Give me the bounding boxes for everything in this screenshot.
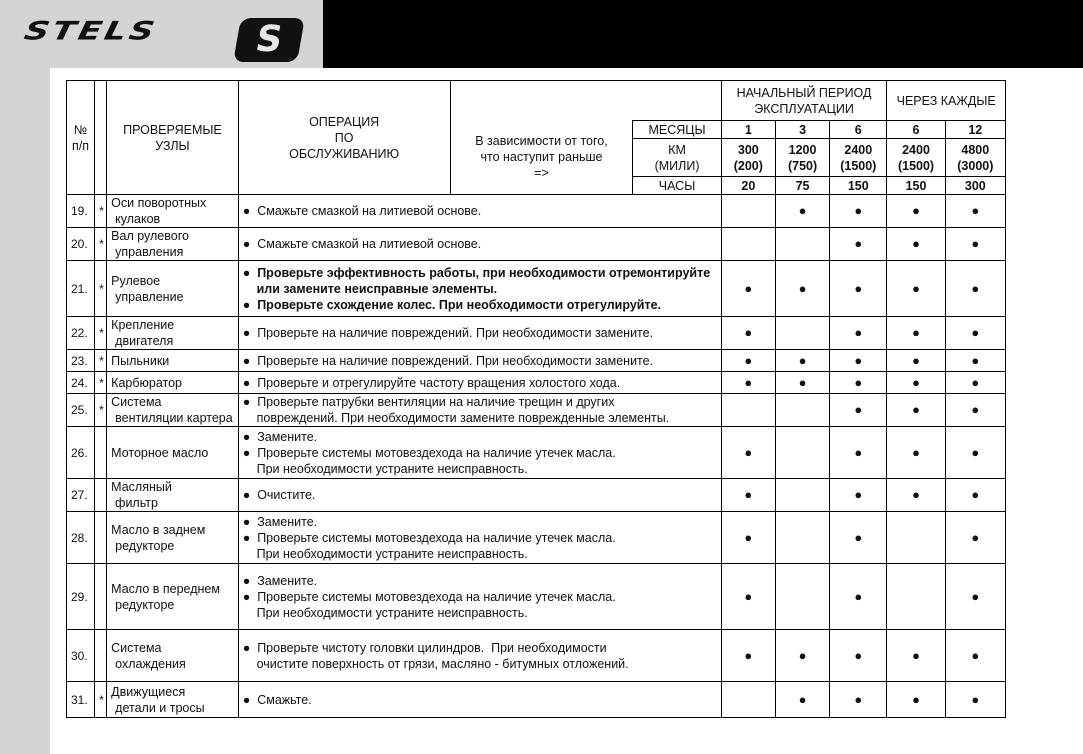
row-star-mark: * — [95, 228, 107, 261]
header-node: ПРОВЕРЯЕМЫЕ УЗЛЫ — [107, 81, 239, 195]
schedule-mark — [721, 394, 775, 427]
node-line: редукторе — [115, 538, 175, 553]
schedule-mark: ● — [830, 195, 887, 228]
row-star-mark: * — [95, 394, 107, 427]
header-every: ЧЕРЕЗ КАЖДЫЕ — [887, 81, 1006, 121]
operation-line: ● Проверьте схождение колес. При необходимости отрегулируйте. — [242, 297, 662, 312]
row-node — [107, 228, 239, 261]
table-row — [67, 512, 1006, 564]
schedule-mark: ● — [945, 350, 1005, 372]
node-line: управления — [115, 245, 184, 259]
schedule-mark: ● — [830, 228, 887, 261]
header-initial-period: НАЧАЛЬНЫЙ ПЕРИОД ЭКСПЛУАТАЦИИ — [721, 81, 887, 121]
schedule-mark — [775, 228, 829, 261]
hours-val: 150 — [887, 177, 945, 195]
schedule-mark: ● — [721, 564, 775, 630]
km-val: 2400 (1500) — [887, 139, 945, 177]
row-node — [107, 394, 239, 427]
row-operation — [238, 394, 721, 427]
schedule-mark: ● — [945, 682, 1005, 718]
node-line: Пыльники — [111, 353, 170, 368]
row-number: 28. — [67, 512, 95, 564]
schedule-mark: ● — [775, 261, 829, 317]
schedule-mark: ● — [945, 427, 1005, 479]
schedule-mark: ● — [721, 512, 775, 564]
row-node — [107, 512, 239, 564]
row-node — [107, 479, 239, 512]
schedule-mark: ● — [830, 564, 887, 630]
schedule-mark: ● — [830, 372, 887, 394]
row-star-mark — [95, 630, 107, 682]
operation-line: ● Проверьте патрубки вентиляции на наличие трещин и других — [242, 395, 615, 409]
operation-line: При необходимости устраните неисправность. — [242, 546, 528, 561]
table-row — [67, 479, 1006, 512]
header-star-spacer — [95, 81, 107, 195]
km-val: 1200 (750) — [775, 139, 829, 177]
row-operation — [238, 317, 721, 350]
table-row — [67, 682, 1006, 718]
table-row — [67, 427, 1006, 479]
schedule-mark: ● — [830, 261, 887, 317]
operation-line: ● Проверьте на наличие повреждений. При необходимости замените. — [242, 353, 654, 368]
table-row — [67, 228, 1006, 261]
row-star-mark — [95, 512, 107, 564]
table-row — [67, 317, 1006, 350]
operation-line: ● Очистите. — [242, 488, 316, 502]
table-row — [67, 394, 1006, 427]
schedule-mark: ● — [945, 228, 1005, 261]
operation-line: ● Проверьте и отрегулируйте частоту вращения холостого хода. — [242, 375, 621, 390]
schedule-mark: ● — [887, 228, 945, 261]
schedule-mark: ● — [721, 372, 775, 394]
table-row — [67, 372, 1006, 394]
schedule-mark: ● — [830, 512, 887, 564]
header-operation: ОПЕРАЦИЯ ПО ОБСЛУЖИВАНИЮ — [238, 81, 450, 195]
row-operation — [238, 261, 721, 317]
node-line: Масло в переднем — [111, 581, 220, 596]
table-row — [67, 350, 1006, 372]
hours-label: ЧАСЫ — [633, 177, 721, 195]
schedule-mark: ● — [945, 630, 1005, 682]
schedule-mark: ● — [830, 682, 887, 718]
operation-line: ● Проверьте чистоту головки цилиндров. При необходимости — [242, 640, 607, 655]
row-operation — [238, 350, 721, 372]
operation-line: ● Смажьте смазкой на литиевой основе. — [242, 204, 482, 218]
node-line: Система — [111, 395, 162, 409]
schedule-mark: ● — [775, 682, 829, 718]
row-number: 22. — [67, 317, 95, 350]
months-val: 6 — [830, 121, 887, 139]
row-number: 23. — [67, 350, 95, 372]
months-val: 12 — [945, 121, 1005, 139]
node-line: Крепление — [111, 318, 175, 332]
operation-line: ● Проверьте на наличие повреждений. При необходимости замените. — [242, 326, 654, 340]
row-node — [107, 350, 239, 372]
header-row-top — [67, 81, 1006, 121]
operation-line: ● Смажьте смазкой на литиевой основе. — [242, 237, 482, 251]
row-number: 20. — [67, 228, 95, 261]
node-line: Рулевое — [111, 273, 161, 288]
node-line: Движущиеся — [111, 684, 186, 699]
km-val: 4800 (3000) — [945, 139, 1005, 177]
schedule-mark: ● — [830, 394, 887, 427]
schedule-mark — [775, 427, 829, 479]
row-star-mark: * — [95, 682, 107, 718]
schedule-mark — [887, 564, 945, 630]
schedule-mark — [775, 479, 829, 512]
schedule-mark: ● — [775, 350, 829, 372]
row-node — [107, 261, 239, 317]
schedule-mark: ● — [887, 350, 945, 372]
operation-line: или замените неисправные элементы. — [242, 281, 498, 296]
row-node — [107, 427, 239, 479]
operation-line: ● Проверьте системы мотовездехода на наличие утечек масла. — [242, 445, 616, 460]
node-line: кулаков — [115, 212, 161, 226]
km-label: КМ (МИЛИ) — [633, 139, 721, 177]
schedule-mark — [721, 195, 775, 228]
header-condition: В зависимости от того, что наступит раньше => — [450, 121, 633, 195]
row-operation — [238, 372, 721, 394]
operation-line: ● Проверьте эффективность работы, при необходимости отремонтируйте — [242, 265, 711, 280]
row-number: 27. — [67, 479, 95, 512]
schedule-mark: ● — [887, 682, 945, 718]
node-line: редукторе — [115, 597, 175, 612]
row-operation — [238, 228, 721, 261]
node-line: детали и тросы — [115, 700, 205, 715]
months-val: 6 — [887, 121, 945, 139]
schedule-mark — [721, 228, 775, 261]
operation-line: ● Проверьте системы мотовездехода на наличие утечек масла. — [242, 530, 616, 545]
row-node — [107, 195, 239, 228]
header-num: № п/п — [67, 81, 95, 195]
hours-val: 75 — [775, 177, 829, 195]
schedule-mark: ● — [830, 630, 887, 682]
node-line: Масло в заднем — [111, 522, 206, 537]
operation-line: При необходимости устраните неисправность. — [242, 605, 528, 620]
operation-line: ● Замените. — [242, 429, 318, 444]
schedule-mark: ● — [887, 195, 945, 228]
node-line: Масляный — [111, 480, 172, 494]
schedule-mark — [721, 682, 775, 718]
schedule-mark: ● — [775, 630, 829, 682]
schedule-mark: ● — [887, 372, 945, 394]
schedule-mark: ● — [887, 479, 945, 512]
node-line: Система — [111, 640, 162, 655]
km-val: 2400 (1500) — [830, 139, 887, 177]
row-number: 19. — [67, 195, 95, 228]
operation-line: ● Смажьте. — [242, 692, 312, 707]
schedule-mark: ● — [887, 261, 945, 317]
node-line: Оси поворотных — [111, 196, 207, 210]
schedule-mark: ● — [945, 195, 1005, 228]
schedule-mark: ● — [721, 479, 775, 512]
row-number: 31. — [67, 682, 95, 718]
table-row — [67, 261, 1006, 317]
schedule-mark: ● — [945, 564, 1005, 630]
row-node — [107, 372, 239, 394]
row-star-mark: * — [95, 372, 107, 394]
schedule-mark — [775, 564, 829, 630]
header-condition-top — [450, 81, 721, 121]
hours-val: 150 — [830, 177, 887, 195]
maintenance-table — [66, 80, 1006, 718]
operation-line: ● Проверьте системы мотовездехода на наличие утечек масла. — [242, 589, 616, 604]
schedule-mark: ● — [945, 317, 1005, 350]
row-star-mark — [95, 564, 107, 630]
table-row — [67, 564, 1006, 630]
row-node — [107, 630, 239, 682]
schedule-mark: ● — [721, 317, 775, 350]
row-operation — [238, 630, 721, 682]
operation-line: ● Замените. — [242, 514, 318, 529]
schedule-mark: ● — [721, 350, 775, 372]
months-label: МЕСЯЦЫ — [633, 121, 721, 139]
schedule-mark: ● — [775, 195, 829, 228]
row-operation — [238, 427, 721, 479]
row-number: 29. — [67, 564, 95, 630]
operation-line: При необходимости устраните неисправность. — [242, 461, 528, 476]
schedule-mark: ● — [887, 394, 945, 427]
row-node — [107, 317, 239, 350]
months-val: 1 — [721, 121, 775, 139]
row-star-mark: * — [95, 195, 107, 228]
row-operation — [238, 479, 721, 512]
node-line: фильтр — [115, 496, 158, 510]
operation-line: очистите поверхность от грязи, масляно - битумных отложений. — [242, 656, 629, 671]
row-node — [107, 682, 239, 718]
operation-line: ● Замените. — [242, 573, 318, 588]
row-star-mark — [95, 427, 107, 479]
schedule-mark — [775, 394, 829, 427]
row-node — [107, 564, 239, 630]
row-operation — [238, 682, 721, 718]
node-line: двигателя — [115, 334, 174, 348]
operation-line: повреждений. При необходимости замените поврежденные элементы. — [242, 411, 670, 425]
table-row — [67, 195, 1006, 228]
row-number: 30. — [67, 630, 95, 682]
schedule-mark: ● — [830, 350, 887, 372]
row-star-mark: * — [95, 261, 107, 317]
schedule-mark: ● — [887, 630, 945, 682]
node-line: Карбюратор — [111, 375, 182, 390]
node-line: управление — [115, 289, 184, 304]
row-star-mark: * — [95, 317, 107, 350]
node-line: вентиляции картера — [115, 411, 233, 425]
brand-logo — [0, 0, 323, 68]
row-number: 21. — [67, 261, 95, 317]
schedule-mark — [887, 512, 945, 564]
schedule-mark: ● — [830, 427, 887, 479]
schedule-mark: ● — [945, 372, 1005, 394]
schedule-mark: ● — [945, 394, 1005, 427]
km-val: 300 (200) — [721, 139, 775, 177]
schedule-mark: ● — [945, 512, 1005, 564]
hours-val: 300 — [945, 177, 1005, 195]
table-row — [67, 630, 1006, 682]
schedule-mark: ● — [887, 317, 945, 350]
schedule-mark: ● — [945, 479, 1005, 512]
node-line: Вал рулевого — [111, 229, 189, 243]
row-operation — [238, 512, 721, 564]
schedule-mark: ● — [830, 479, 887, 512]
row-number: 25. — [67, 394, 95, 427]
schedule-mark — [775, 317, 829, 350]
node-line: охлаждения — [115, 656, 186, 671]
row-star-mark — [95, 479, 107, 512]
schedule-mark: ● — [775, 372, 829, 394]
schedule-mark: ● — [887, 427, 945, 479]
schedule-mark: ● — [830, 317, 887, 350]
schedule-mark — [775, 512, 829, 564]
left-margin-band — [0, 68, 50, 754]
node-line: Моторное масло — [111, 445, 209, 460]
hours-val: 20 — [721, 177, 775, 195]
row-operation — [238, 564, 721, 630]
row-number: 24. — [67, 372, 95, 394]
months-val: 3 — [775, 121, 829, 139]
row-star-mark: * — [95, 350, 107, 372]
schedule-mark: ● — [721, 427, 775, 479]
schedule-mark: ● — [721, 261, 775, 317]
row-operation — [238, 195, 721, 228]
logo-badge-icon: S — [233, 18, 305, 62]
schedule-mark: ● — [721, 630, 775, 682]
row-number: 26. — [67, 427, 95, 479]
schedule-mark: ● — [945, 261, 1005, 317]
logo-wordmark: STELS — [21, 16, 161, 46]
